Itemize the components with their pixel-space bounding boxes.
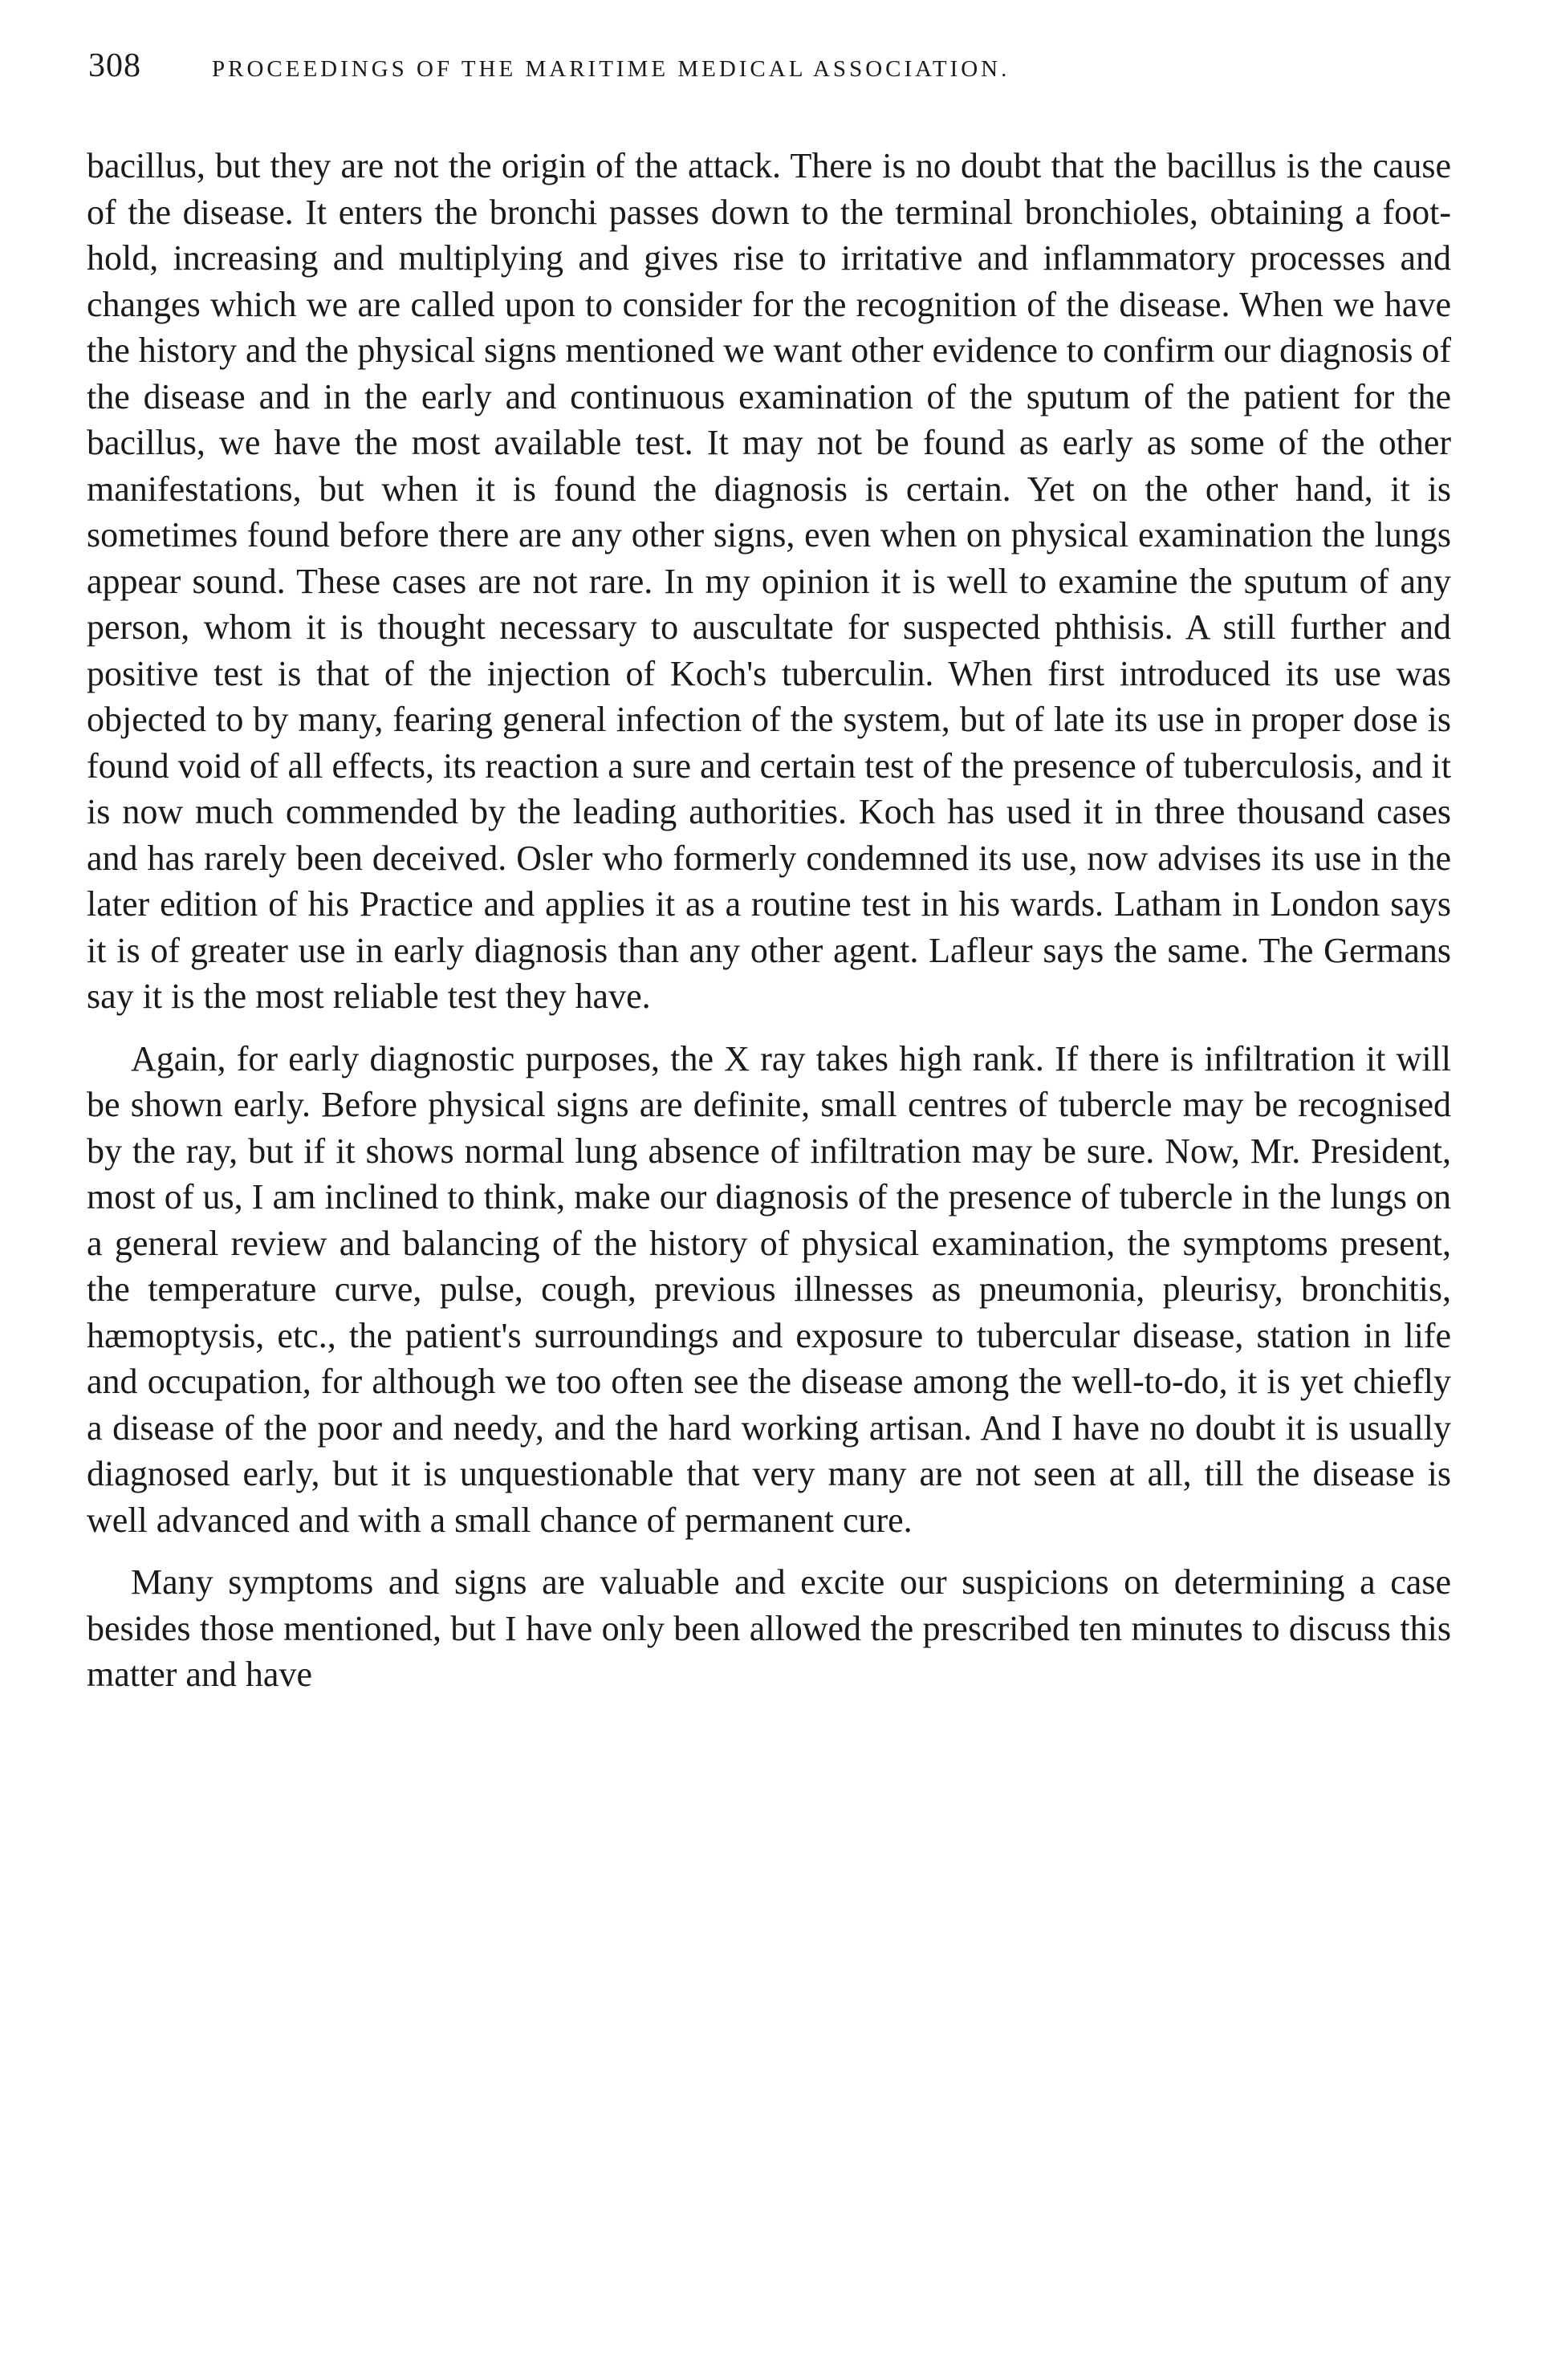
running-title: PROCEEDINGS OF THE MARITIME MEDICAL ASSOCIATION. (212, 56, 1010, 82)
paragraph-1: bacillus, but they are not the origin of the attack. There is no doubt that the bacillus is the cause of the disease. It enters the bronchi passes down to the terminal bronchioles, obtaining a foot-hold, increasing and multiplying and gives rise to irritative and inflammatory processes and changes which we are called upon to consider for the recognition of the disease. When we have the history and the physical signs mentioned we want other evidence to confirm our diagnosis of the disease and in the early and continuous examination of the sputum of the patient for the bacillus, we have the most available test. It may not be found as early as some of the other manifestations, but when it is found the diagnosis is certain. Yet on the other hand, it is sometimes found before there are any other signs, even when on physical examination the lungs appear sound. These cases are not rare. In my opinion it is well to examine the sputum of any person, whom it is thought necessary to auscultate for suspected phthisis. A still further and positive test is that of the injection of Koch's tuberculin. When first introduced its use was objected to by many, fearing general infection of the system, but of late its use in proper dose is found void of all effects, its reaction a sure and certain test of the presence of tuberculosis, and it is now much commended by the leading authorities. Koch has used it in three thousand cases and has rarely been deceived. Osler who formerly condemned its use, now advises its use in the later edition of his Practice and applies it as a routine test in his wards. Latham in London says it is of greater use in early diagnosis than any other agent. Lafleur says the same. The Germans say it is the most reliable test they have. (87, 146, 1451, 1016)
paragraph-3: Many symptoms and signs are valuable and excite our suspicions on determining a case besides those mentioned, but I have only been allowed the prescribed ten minutes to discuss this matter and have (87, 1562, 1451, 1694)
paragraph-2: Again, for early diagnostic purposes, the X ray takes high rank. If there is infiltration it will be shown early. Before physical signs are definite, small centres of tubercle may be recognised by the ray, but if it shows normal lung absence of infiltration may be sure. Now, Mr. President, most of us, I am inclined to think, make our diagnosis of the presence of tubercle in the lungs on a general review and balancing of the history of physical examination, the symptoms present, the temperature curve, pulse, cough, previous illnesses as pneumonia, pleurisy, bronchitis, hæmoptysis, etc., the patient's surroundings and exposure to tubercular disease, station in life and occupation, for although we too often see the disease among the well-to-do, it is yet chiefly a disease of the poor and needy, and the hard working artisan. And I have no doubt it is usually diagnosed early, but it is unquestionable that very many are not seen at all, till the disease is well advanced and with a small chance of permanent cure. (87, 1038, 1451, 1540)
body-text (87, 143, 1451, 1698)
page-number: 308 (88, 47, 141, 84)
running-head (88, 47, 1453, 95)
